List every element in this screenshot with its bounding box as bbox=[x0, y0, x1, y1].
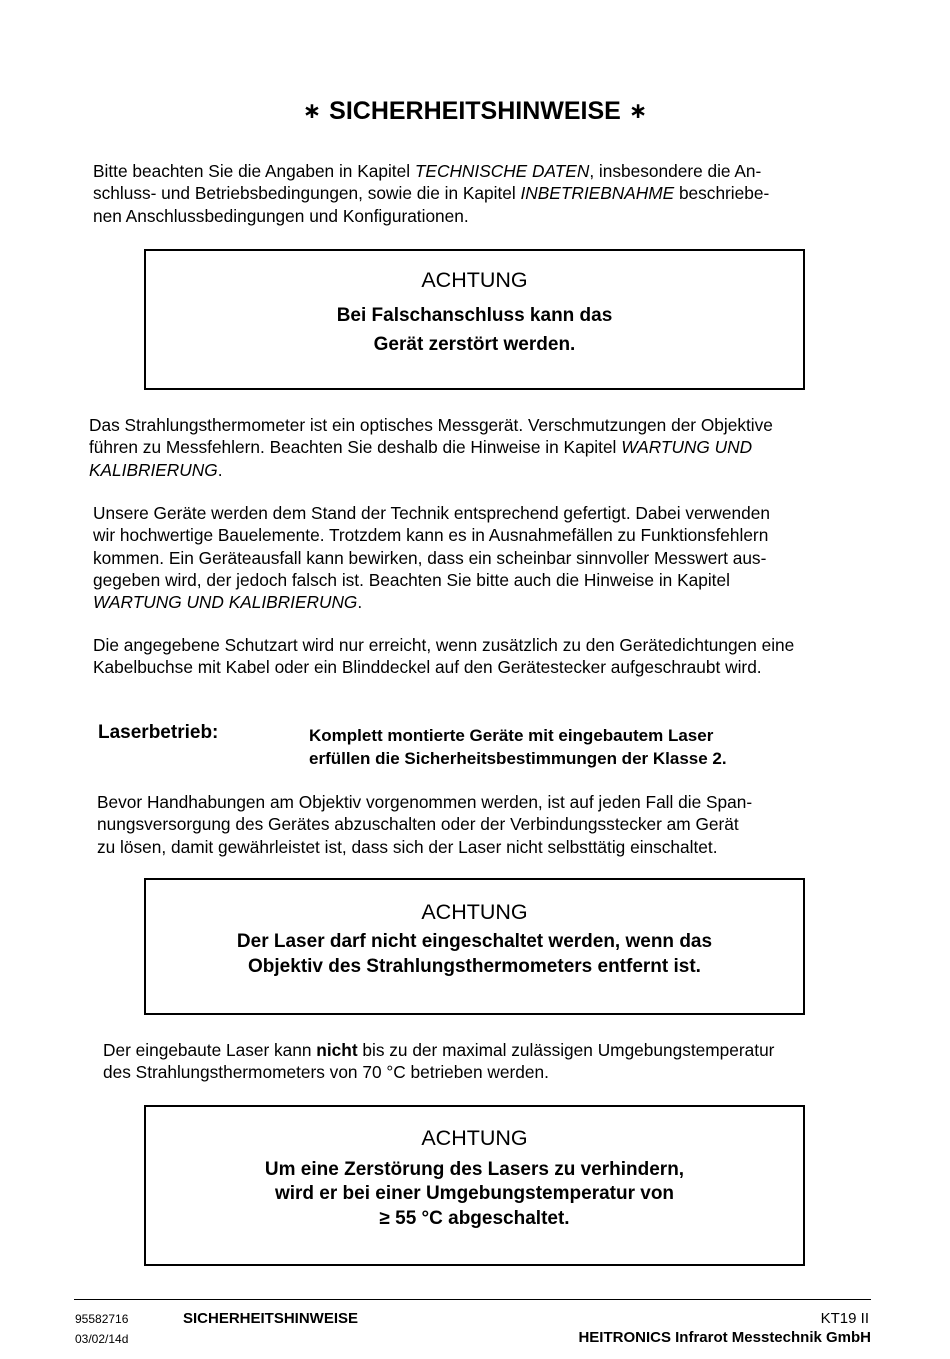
handling-text: Bevor Handhabungen am Objektiv vorgenommen werden, ist auf jeden Fall die Span- bbox=[97, 792, 753, 812]
chapter-reference: WARTUNG UND KALIBRIERUNG bbox=[93, 592, 358, 613]
footer-divider bbox=[74, 1299, 871, 1300]
intro-text: , insbesondere die An- bbox=[589, 161, 762, 181]
warning-text: wird er bei einer Umgebungstemperatur von bbox=[274, 1183, 675, 1204]
optics-text: führen zu Messfehlern. Beachten Sie deshalb die Hinweise in Kapitel bbox=[89, 437, 622, 458]
footer-model: KT19 II bbox=[820, 1310, 869, 1327]
warning-box-objective bbox=[144, 878, 805, 1015]
quality-paragraph bbox=[93, 502, 913, 613]
protection-text: Die angegebene Schutzart wird nur erreicht, wenn zusätzlich zu den Gerätedichtungen eine bbox=[93, 635, 795, 655]
laser-text: Komplett montierte Geräte mit eingebautem Laser bbox=[309, 726, 714, 745]
chapter-reference: KALIBRIERUNG bbox=[89, 459, 218, 480]
optics-text: Das Strahlungsthermometer ist ein optisches Messgerät. Verschmutzungen der Objektive bbox=[89, 415, 773, 435]
emphasis-text: nicht bbox=[316, 1040, 358, 1060]
protection-paragraph bbox=[93, 634, 923, 679]
warning-text: Bei Falschanschluss kann das bbox=[336, 305, 613, 326]
warning-box-temperature bbox=[144, 1105, 805, 1266]
optics-paragraph bbox=[89, 414, 909, 481]
quality-text: . bbox=[357, 592, 363, 613]
laser-label: Laserbetrieb: bbox=[98, 722, 219, 743]
warning-title: ACHTUNG bbox=[421, 268, 528, 292]
laser-text: erfüllen die Sicherheitsbestimmungen der Klasse 2. bbox=[309, 749, 727, 768]
warning-text: ≥ 55 °C abgeschaltet. bbox=[379, 1208, 570, 1229]
chapter-reference: WARTUNG UND bbox=[621, 437, 753, 458]
laser-class-statement bbox=[309, 724, 869, 770]
quality-text: wir hochwertige Bauelemente. Trotzdem kann es in Ausnahmefällen zu Funktionsfehlern bbox=[93, 525, 769, 546]
warning-box-connection bbox=[144, 249, 805, 390]
quality-text: gegeben wird, der jedoch falsch ist. Beachten Sie bitte auch die Hinweise in Kapitel bbox=[93, 569, 730, 590]
warning-text: Der Laser darf nicht eingeschaltet werden, wenn das bbox=[236, 931, 713, 952]
asterisk-icon: ∗ bbox=[302, 98, 322, 123]
intro-text: schluss- und Betriebsbedingungen, sowie die in Kapitel bbox=[93, 183, 521, 204]
handling-text: zu lösen, damit gewährleistet ist, dass sich der Laser nicht selbsttätig einschaltet. bbox=[97, 836, 718, 857]
chapter-reference: INBETRIEBNAHME bbox=[520, 183, 675, 204]
temperature-text: Der eingebaute Laser kann bbox=[103, 1040, 317, 1060]
quality-text: kommen. Ein Geräteausfall kann bewirken, dass ein scheinbar sinnvoller Messwert aus- bbox=[93, 547, 767, 568]
intro-paragraph bbox=[93, 160, 893, 227]
protection-text: Kabelbuchse mit Kabel oder ein Blinddeckel auf den Gerätestecker aufgeschraubt wird. bbox=[93, 657, 762, 678]
intro-text: nen Anschlussbedingungen und Konfigurationen. bbox=[93, 205, 469, 226]
intro-text: Bitte beachten Sie die Angaben in Kapitel bbox=[93, 161, 415, 181]
footer-section: SICHERHEITSHINWEISE bbox=[183, 1310, 359, 1327]
warning-text: Gerät zerstört werden. bbox=[373, 334, 576, 355]
footer-company: HEITRONICS Infrarot Messtechnik GmbH bbox=[578, 1329, 871, 1346]
page-title bbox=[0, 97, 950, 126]
footer-doc-number: 95582716 bbox=[75, 1312, 129, 1326]
intro-text: beschriebe- bbox=[674, 183, 770, 204]
optics-text: . bbox=[217, 459, 223, 480]
handling-paragraph bbox=[97, 791, 897, 858]
temperature-text: bis zu der maximal zulässigen Umgebungstemperatur bbox=[357, 1040, 775, 1060]
asterisk-icon: ∗ bbox=[628, 98, 648, 123]
warning-title: ACHTUNG bbox=[421, 900, 528, 924]
chapter-reference: TECHNISCHE DATEN bbox=[414, 161, 590, 181]
page-title-text: SICHERHEITSHINWEISE bbox=[329, 97, 621, 125]
warning-text: Um eine Zerstörung des Lasers zu verhindern, bbox=[264, 1159, 685, 1180]
temperature-paragraph bbox=[103, 1039, 903, 1084]
handling-text: nungsversorgung des Gerätes abzuschalten oder der Verbindungsstecker am Gerät bbox=[97, 814, 739, 835]
warning-title: ACHTUNG bbox=[421, 1126, 528, 1150]
footer-date: 03/02/14d bbox=[75, 1332, 129, 1346]
temperature-text: des Strahlungsthermometers von 70 °C betrieben werden. bbox=[103, 1062, 549, 1083]
warning-text: Objektiv des Strahlungsthermometers entfernt ist. bbox=[248, 956, 701, 977]
quality-text: Unsere Geräte werden dem Stand der Technik entsprechend gefertigt. Dabei verwenden bbox=[93, 503, 770, 523]
